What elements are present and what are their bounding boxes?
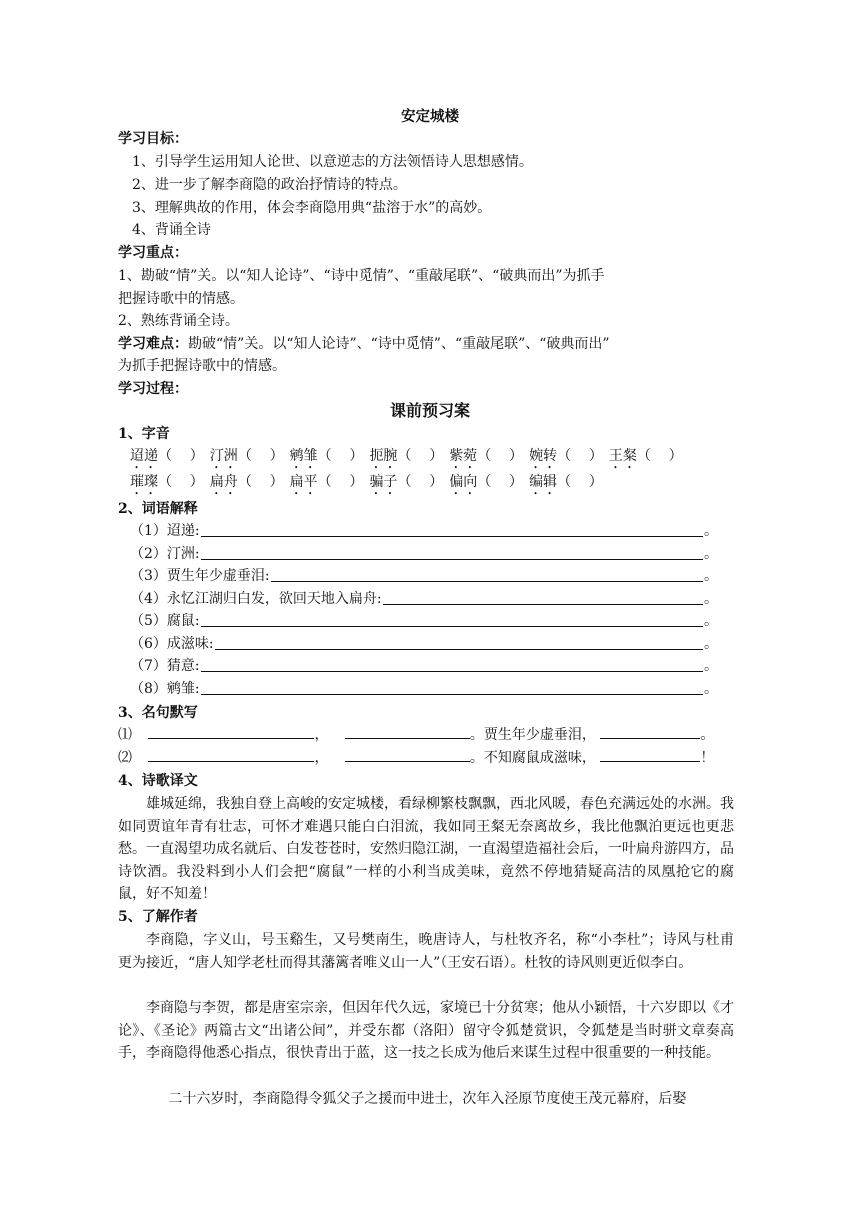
- pronunciation-word: 迢递: [130, 448, 158, 464]
- vocab-term: （7）猜意:: [130, 658, 200, 674]
- pronunciation-word: 汀洲: [209, 448, 238, 464]
- dictation-end: 。: [700, 727, 715, 743]
- author-paragraph: 李商隐与李贺，都是唐室宗亲，但因年代久远，家境已十分贫寒；他从小颖悟，十六岁即以《才论》、《圣论》两篇古文“出诸公间”，并受东都（洛阳）留守令狐楚赏识，令狐楚是当时骈文章奏高手，李商隐得他悉心指点，很快青出于蓝，这一技之长成为他后来谋生过程中很重要的一种技能。: [118, 1000, 734, 1062]
- vocab-end-mark: 。: [704, 568, 718, 584]
- author-paragraph: 李商隐，字义山，号玉谿生，又号樊南生，晚唐诗人，与杜牧齐名，称“小李杜”；诗风与杜甫更为接近，“唐人知学老杜而得其藩篱者唯义山一人”（王安石语）。杜牧的诗风则更近似李白。: [118, 932, 734, 971]
- dictation-row: [118, 747, 714, 769]
- key-point-line: 1、勘破“情”关。以“知人论诗”、“诗中觅情”、“重敲尾联”、“破典而出”为抓手: [118, 268, 605, 284]
- vocab-item: [130, 588, 718, 610]
- pinyin-blank[interactable]: （ ）: [557, 474, 603, 490]
- pronunciation-heading: 1、字音: [118, 426, 170, 442]
- pinyin-blank[interactable]: （ ）: [477, 474, 524, 490]
- dictation-text: 。贾生年少虚垂泪，: [469, 727, 596, 743]
- pronunciation-word: 骗子: [369, 474, 398, 490]
- vocab-end-mark: 。: [704, 590, 718, 607]
- vocab-end-mark: 。: [704, 523, 718, 539]
- preview-title: 课前预习案: [389, 401, 470, 420]
- translation-text: 雄城延绵，我独自登上高峻的安定城楼，看绿柳繁枝飘飘，西北风暖，春色充满远处的水洲。我如同贾谊年青有壮志，可怀才难遇只能白白泪流，我如同王粲无奈离故乡，我比他飘泊更远也更悲愁。一直渴望功成名就后、白发苍苍时，安然归隐江湖，一直渴望造福社会后，一叶扁舟游四方，品诗饮酒。我没料到小人们会把“腐鼠”一样的小利当成美味，竟然不停地猜疑高洁的凤凰抢它的腐鼠，好不知羞！: [118, 796, 734, 903]
- dictation-blank[interactable]: [600, 747, 700, 762]
- vocab-term: （3）贾生年少虚垂泪:: [130, 568, 270, 584]
- goals-heading: 学习目标：: [118, 131, 188, 147]
- dictation-comma: ，: [314, 727, 329, 743]
- vocab-answer-blank[interactable]: [271, 566, 703, 582]
- difficulty-text: 勘破“情”关。以“知人论诗”、“诗中觅情”、“重敲尾联”、“破典而出”: [188, 336, 610, 352]
- pinyin-blank[interactable]: （ ）: [317, 474, 364, 490]
- dictation-number: ⑵: [118, 750, 132, 766]
- vocab-term: （1）迢递:: [130, 523, 200, 539]
- vocab-answer-blank[interactable]: [201, 656, 703, 672]
- pinyin-blank[interactable]: （ ）: [477, 448, 524, 464]
- dictation-text: 。不知腐鼠成滋味，: [469, 750, 596, 766]
- pinyin-blank[interactable]: （ ）: [237, 448, 284, 464]
- vocab-item: [130, 565, 718, 587]
- vocab-term: （4）永忆江湖归白发，欲回天地入扁舟:: [130, 590, 382, 607]
- pinyin-blank[interactable]: （ ）: [237, 474, 284, 490]
- pinyin-blank[interactable]: （ ）: [317, 448, 364, 464]
- pinyin-blank[interactable]: （ ）: [636, 448, 683, 464]
- dictation-heading: 3、名句默写: [118, 705, 198, 721]
- pronunciation-item: [130, 471, 204, 498]
- dictation-number: ⑴: [118, 727, 132, 743]
- pronunciation-word: 扁平: [289, 474, 318, 490]
- vocab-item: [130, 678, 718, 700]
- vocab-item: [130, 633, 718, 655]
- author-heading: 5、了解作者: [118, 909, 198, 925]
- vocab-answer-blank[interactable]: [201, 679, 703, 695]
- dictation-blank[interactable]: [148, 747, 314, 762]
- pinyin-blank[interactable]: （ ）: [397, 448, 444, 464]
- dictation-row: [118, 724, 714, 746]
- vocab-end-mark: 。: [704, 613, 718, 629]
- pronunciation-item: [609, 445, 683, 472]
- document-title: 安定城楼: [401, 108, 459, 125]
- dictation-blank[interactable]: [600, 724, 700, 739]
- vocab-item: [130, 655, 718, 677]
- pronunciation-item: [369, 445, 443, 472]
- author-paragraph: 二十六岁时，李商隐得令狐父子之援而中进士，次年入泾原节度使王茂元幕府，后娶: [168, 1091, 687, 1107]
- dictation-end: ！: [700, 750, 715, 766]
- difficulty-line: [118, 333, 610, 355]
- translation-heading: 4、诗歌译文: [118, 773, 198, 789]
- vocab-item: [130, 520, 718, 542]
- pronunciation-item: [449, 471, 523, 498]
- pronunciation-word: 编辑: [529, 474, 558, 490]
- pronunciation-item: [130, 445, 204, 472]
- vocab-heading: 2、词语解释: [118, 501, 198, 517]
- pronunciation-word: 扼腕: [369, 448, 398, 464]
- dictation-blank[interactable]: [148, 724, 314, 739]
- goal-item: 2、进一步了解李商隐的政治抒情诗的特点。: [132, 177, 407, 193]
- pronunciation-row: [130, 471, 609, 498]
- pronunciation-item: [210, 445, 284, 472]
- vocab-item: [130, 543, 718, 565]
- vocab-answer-blank[interactable]: [383, 589, 703, 605]
- pinyin-blank[interactable]: （ ）: [158, 448, 204, 464]
- dictation-blank[interactable]: [345, 747, 470, 762]
- difficulty-line-2: 为抓手把握诗歌中的情感。: [118, 358, 286, 374]
- vocab-term: （8）鹓雏:: [130, 680, 200, 697]
- process-heading: 学习过程：: [118, 381, 188, 397]
- vocab-term: （6）成滋味:: [130, 635, 214, 652]
- pronunciation-item: [290, 471, 364, 498]
- pronunciation-word: 璀璨: [130, 474, 158, 490]
- vocab-end-mark: 。: [704, 635, 718, 652]
- pinyin-blank[interactable]: （ ）: [158, 474, 204, 490]
- vocab-end-mark: 。: [704, 545, 718, 562]
- pronunciation-item: [210, 471, 284, 498]
- goal-item: 4、背诵全诗: [132, 222, 211, 238]
- vocab-term: （2）汀洲:: [130, 545, 200, 562]
- key-points-heading: 学习重点：: [118, 245, 188, 261]
- pronunciation-word: 婉转: [529, 448, 558, 464]
- pinyin-blank[interactable]: （ ）: [397, 474, 444, 490]
- key-point-line: 把握诗歌中的情感。: [118, 291, 244, 307]
- vocab-term: （5）腐鼠:: [130, 613, 200, 629]
- dictation-blank[interactable]: [345, 724, 470, 739]
- pronunciation-item: [529, 471, 603, 498]
- pronunciation-word: 偏向: [449, 474, 478, 490]
- dictation-comma: ，: [314, 750, 329, 766]
- vocab-end-mark: 。: [704, 680, 718, 697]
- pronunciation-item: [369, 471, 443, 498]
- vocab-item: [130, 610, 718, 632]
- key-point-line: 2、熟练背诵全诗。: [118, 313, 239, 329]
- goal-item: 1、引导学生运用知人论世、以意逆志的方法领悟诗人思想感情。: [132, 154, 533, 170]
- difficulty-heading: 学习难点：: [118, 336, 188, 352]
- pronunciation-word: 紫菀: [449, 448, 478, 464]
- vocab-end-mark: 。: [704, 658, 718, 674]
- pronunciation-word: 鹓雏: [289, 448, 318, 464]
- vocab-answer-blank[interactable]: [201, 611, 703, 627]
- vocab-answer-blank[interactable]: [215, 634, 703, 650]
- vocab-answer-blank[interactable]: [201, 521, 703, 537]
- vocab-answer-blank[interactable]: [201, 544, 703, 560]
- pronunciation-item: [529, 445, 603, 472]
- pronunciation-row: [130, 445, 689, 472]
- pronunciation-item: [449, 445, 523, 472]
- pronunciation-item: [290, 445, 364, 472]
- pronunciation-word: 扁舟: [209, 474, 238, 490]
- pronunciation-word: 王粲: [608, 448, 637, 464]
- goal-item: 3、理解典故的作用，体会李商隐用典“盐溶于水”的高妙。: [132, 200, 492, 216]
- pinyin-blank[interactable]: （ ）: [557, 448, 603, 464]
